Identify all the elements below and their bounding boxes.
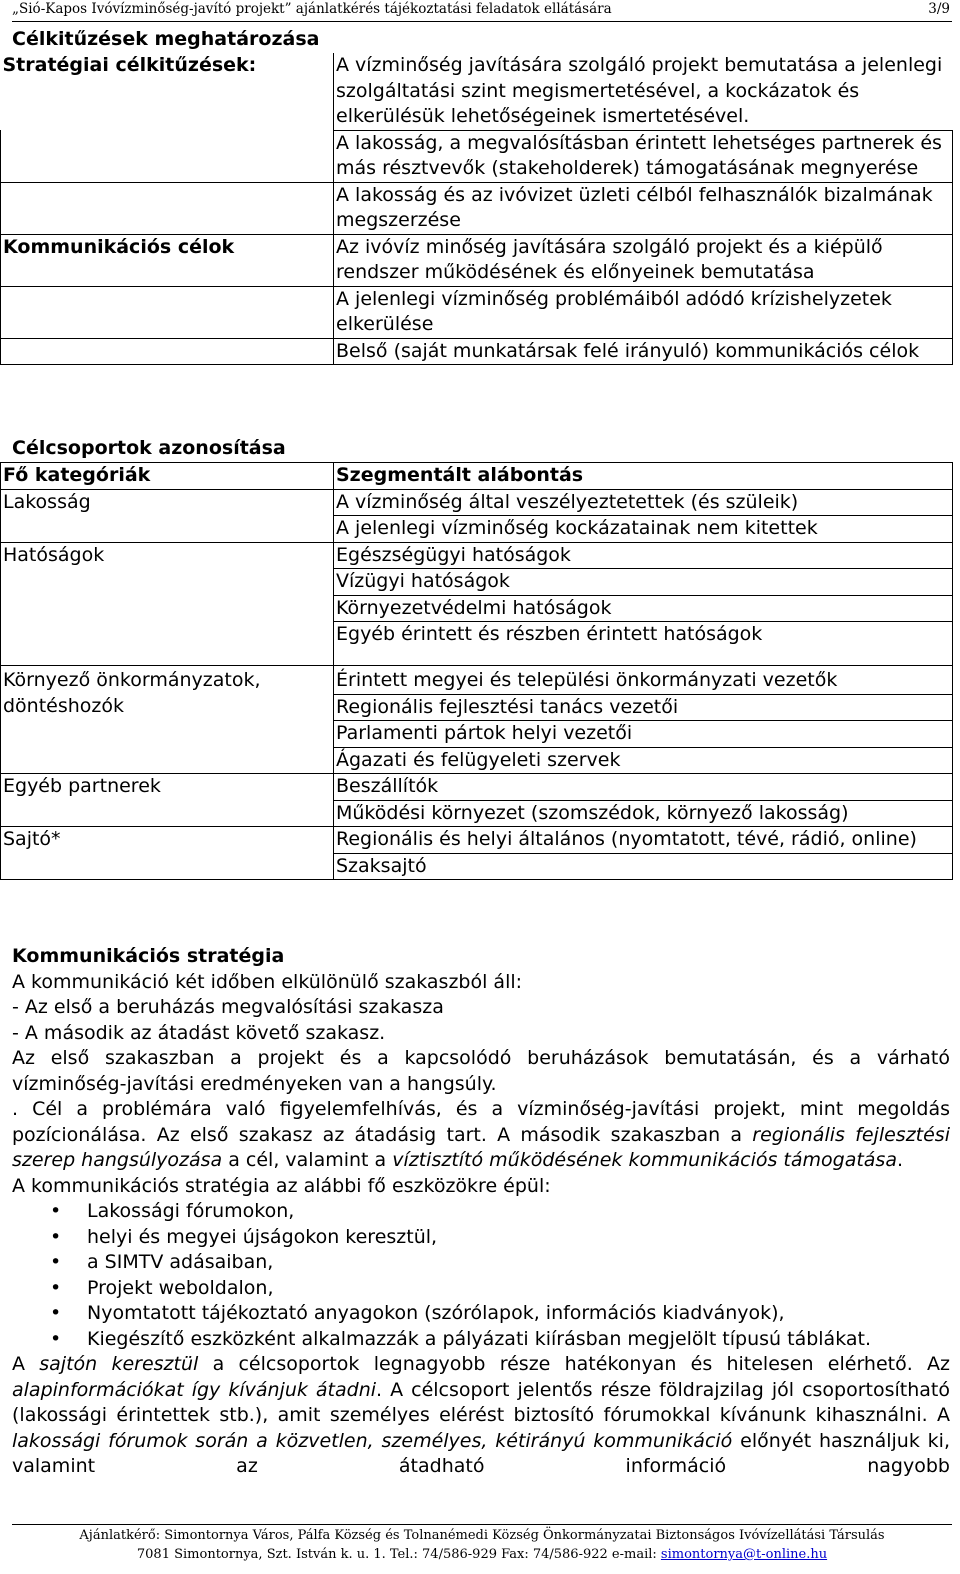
category-cell: Egyéb partnerek xyxy=(1,774,334,827)
objective-cell: A lakosság, a megvalósításban érintett lehetséges partnerek és más résztvevők (stakeholderek) támogatásának megnyerése xyxy=(334,130,953,182)
empty-cell xyxy=(1,338,334,365)
table-row xyxy=(1,130,953,182)
list-item: • a SIMTV adásaiban, xyxy=(12,1250,950,1276)
phase-one-line: - Az első a beruházás megvalósítási szakasza xyxy=(12,996,444,1018)
list-item: • Lakossági fórumokon, xyxy=(12,1199,950,1225)
segment-cell: Környezetvédelmi hatóságok xyxy=(334,595,953,622)
objectives-table xyxy=(0,53,953,365)
segment-cell: Vízügyi hatóságok xyxy=(334,569,953,596)
segment-cell: Egészségügyi hatóságok xyxy=(334,542,953,569)
empty-cell xyxy=(1,182,334,234)
footer-issuer: Ajánlatkérő: Simontornya Város, Pálfa Község és Tolnanémedi Község Önkormányzatai Biztonságos Ivóvízellátási Társulás xyxy=(79,1528,885,1543)
section-title-strategy: Kommunikációs stratégia xyxy=(12,945,285,967)
paragraph: . Cél a problémára való figyelemfelhívás, és a vízminőség-javítási projekt, mint megoldás pozícionálása. Az első szakasz az átadásig tart. A második szakaszban a regionális fejlesztési szerep hangsúlyozása a cél, valamint a víztisztító működésének kommunikációs támogatása. xyxy=(12,1098,950,1171)
strategic-text: A vízminőség javítására szolgáló projekt bemutatása a jelenlegi szolgáltatási szint megismertetésével, a kockázatok és elkerülésük lehetőségeinek ismertetésével. xyxy=(334,53,953,130)
table-row xyxy=(1,542,953,569)
header-title: „Sió-Kapos Ivóvízminőség-javító projekt” ajánlatkérés tájékoztatási feladatok ellátására xyxy=(12,1,612,17)
segment-cell: Regionális és helyi általános (nyomtatott, tévé, rádió, online) xyxy=(334,827,953,854)
page-number: 3/9 xyxy=(928,1,950,17)
table-row xyxy=(1,338,953,365)
table-row xyxy=(1,182,953,234)
table-row xyxy=(1,827,953,854)
col-header-main: Fő kategóriák xyxy=(1,463,334,490)
empty-cell xyxy=(1,130,334,182)
target-groups-table xyxy=(0,462,953,880)
segment-cell: A jelenlegi vízminőség kockázatainak nem kitettek xyxy=(334,516,953,543)
strategic-label: Stratégiai célkitűzések: xyxy=(2,54,257,76)
tools-list xyxy=(12,1199,950,1352)
strategy-intro: A kommunikáció két időben elkülönülő szakaszból áll: xyxy=(12,970,523,993)
page-footer xyxy=(12,1524,952,1564)
table-row xyxy=(1,463,953,490)
objective-cell: A lakosság és az ivóvizet üzleti célból felhasználók bizalmának megszerzése xyxy=(334,182,953,234)
list-item: • Nyomtatott tájékoztató anyagokon (szórólapok, információs kiadványok), xyxy=(12,1301,950,1327)
table-row xyxy=(1,234,953,286)
category-cell: Hatóságok xyxy=(1,542,334,666)
table-row xyxy=(1,53,953,130)
table-row xyxy=(1,774,953,801)
phase-two-line: - A második az átadást követő szakasz. xyxy=(12,1021,386,1044)
list-item: • Kiegészítő eszközként alkalmazzák a pályázati kiírásban megjelölt típusú táblákat. xyxy=(12,1327,950,1353)
communication-strategy xyxy=(12,944,950,1480)
tools-intro: A kommunikációs stratégia az alábbi fő eszközökre épül: xyxy=(12,1174,551,1197)
segment-cell: Regionális fejlesztési tanács vezetői xyxy=(334,694,953,721)
segment-cell: Egyéb érintett és részben érintett hatóságok xyxy=(334,622,953,666)
section-title-objectives: Célkitűzések meghatározása xyxy=(12,28,320,50)
table-row xyxy=(1,286,953,338)
footer-contact: 7081 Simontornya, Szt. István k. u. 1. Tel.: 74/586-929 Fax: 74/586-922 e-mail: simontornya@t-online.hu xyxy=(136,1547,828,1562)
table-row xyxy=(1,666,953,695)
segment-cell: Szaksajtó xyxy=(334,853,953,880)
category-cell: Környező önkormányzatok, döntéshozók xyxy=(1,666,334,774)
paragraph: Az első szakaszban a projekt és a kapcsolódó beruházások bemutatásán, és a várható vízminőség-javítási eredményeken van a hangsúly. xyxy=(12,1047,950,1095)
segment-cell: Ágazati és felügyeleti szervek xyxy=(334,747,953,774)
segment-cell: Működési környezet (szomszédok, környező lakosság) xyxy=(334,800,953,827)
category-cell: Sajtó* xyxy=(1,827,334,880)
objective-cell: Belső (saját munkatársak felé irányuló) kommunikációs célok xyxy=(334,338,953,365)
paragraph: A sajtón keresztül a célcsoportok legnagyobb része hatékonyan és hitelesen elérhető. Az alapinformációkat így kívánjuk átadni. A célcsoport jelentős része földrajzilag jól csoportosítható (lakossági érintettek stb.), amit személyes elérést biztosító fórumokkal kívánunk kihasználni. A lakossági fórumok során a közvetlen, személyes, kétirányú kommunikáció előnyét használjuk ki, valamint az átadható információ nagyobb xyxy=(12,1353,951,1477)
objective-cell: A jelenlegi vízminőség problémáiból adódó krízishelyzetek elkerülése xyxy=(334,286,953,338)
segment-cell: Beszállítók xyxy=(334,774,953,801)
segment-cell: Parlamenti pártok helyi vezetői xyxy=(334,721,953,748)
col-header-segment: Szegmentált alábontás xyxy=(334,463,953,490)
list-item: • Projekt weboldalon, xyxy=(12,1276,950,1302)
category-cell: Lakosság xyxy=(1,489,334,542)
email-link[interactable]: simontornya@t-online.hu xyxy=(660,1547,828,1562)
segment-cell: Érintett megyei és települési önkormányzati vezetők xyxy=(334,666,953,695)
segment-cell: A vízminőség által veszélyeztetettek (és szüleik) xyxy=(334,489,953,516)
section-title-target-groups: Célcsoportok azonosítása xyxy=(12,437,286,459)
list-item: • helyi és megyei újságokon keresztül, xyxy=(12,1225,950,1251)
empty-cell xyxy=(1,286,334,338)
objective-cell: Az ivóvíz minőség javítására szolgáló projekt és a kiépülő rendszer működésének és előnyeinek bemutatása xyxy=(334,234,953,286)
page-header xyxy=(12,0,952,22)
comm-label: Kommunikációs célok xyxy=(1,234,334,286)
table-row xyxy=(1,489,953,516)
